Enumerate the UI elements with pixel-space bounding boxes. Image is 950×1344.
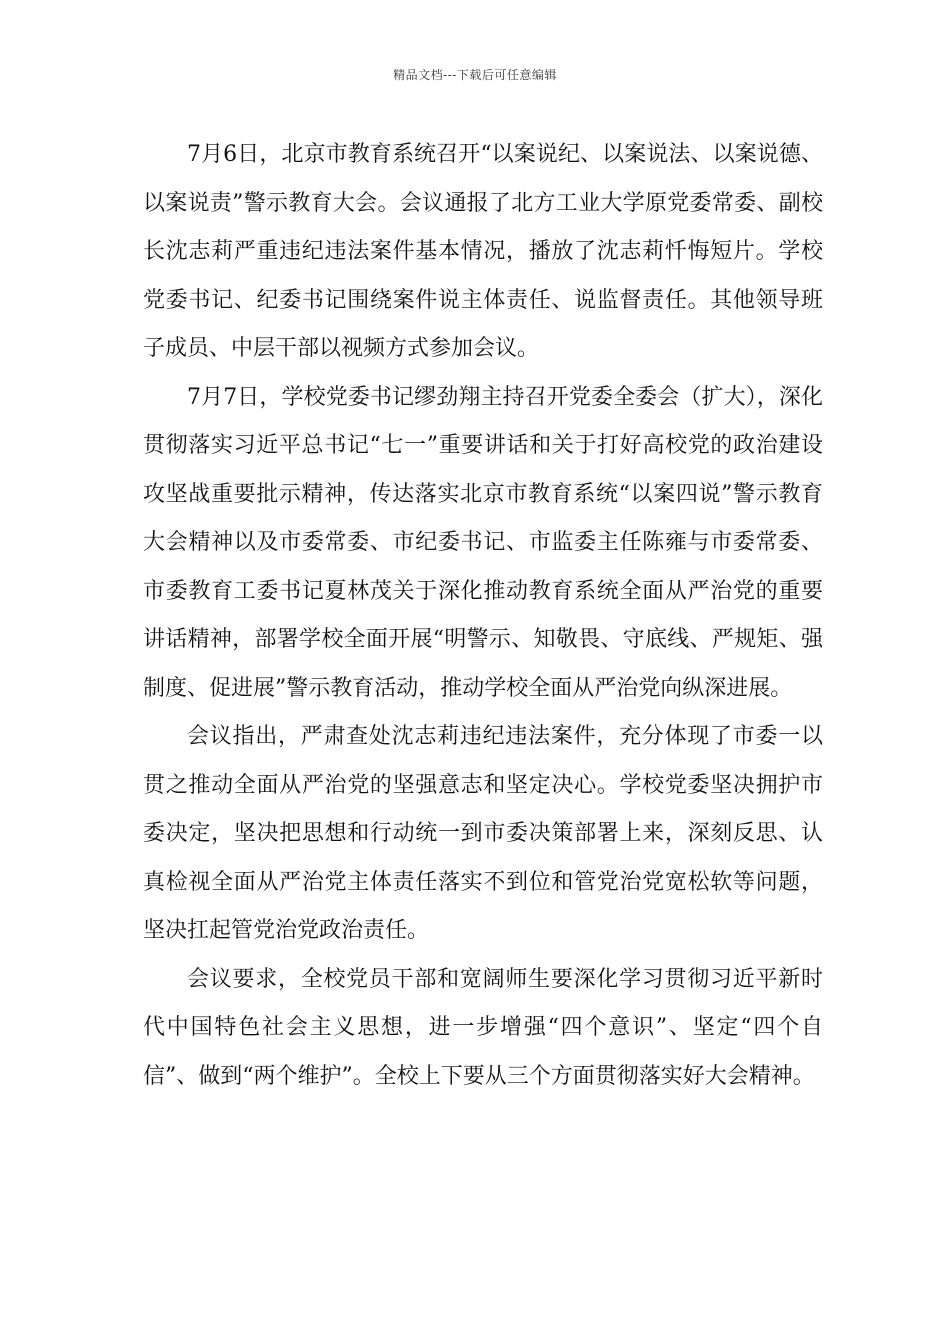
page-header: 精品文档---下载后可任意编辑 <box>393 68 557 82</box>
document-body <box>143 131 823 1101</box>
paragraph-1: 7月6日，北京市教育系统召开“以案说纪、以案说法、以案说德、以案说责”警示教育大会。会议通报了北方工业大学原党委常委、副校长沈志莉严重违纪违法案件基本情况，播放了沈志莉忏悔短片。学校党委书记、纪委书记围绕案件说主体责任、说监督责任。其他领导班子成员、中层干部以视频方式参加会议。 <box>143 142 823 361</box>
paragraph-2: 7月7日，学校党委书记缪劲翔主持召开党委全委会（扩大），深化贯彻落实习近平总书记“七一”重要讲话和关于打好高校党的政治建设攻坚战重要批示精神，传达落实北京市教育系统“以案四说”警示教育大会精神以及市委常委、市纪委书记、市监委主任陈雍与市委常委、市委教育工委书记夏林茂关于深化推动教育系统全面从严治党的重要讲话精神，部署学校全面开展“明警示、知敬畏、守底线、严规矩、强制度、促进展”警示教育活动，推动学校全面从严治党向纵深进展。 <box>143 384 823 701</box>
paragraph-4: 会议要求，全校党员干部和宽阔师生要深化学习贯彻习近平新时代中国特色社会主义思想，进一步增强“四个意识”、坚定“四个自信”、做到“两个维护”。全校上下要从三个方面贯彻落实好大会精神。 <box>143 966 823 1089</box>
paragraph-3: 会议指出，严肃查处沈志莉违纪违法案件，充分体现了市委一以贯之推动全面从严治党的坚强意志和坚定决心。学校党委坚决拥护市委决定，坚决把思想和行动统一到市委决策部署上来，深刻反思、认真检视全面从严治党主体责任落实不到位和管党治党宽松软等问题，坚决扛起管党治党政治责任。 <box>143 724 823 943</box>
